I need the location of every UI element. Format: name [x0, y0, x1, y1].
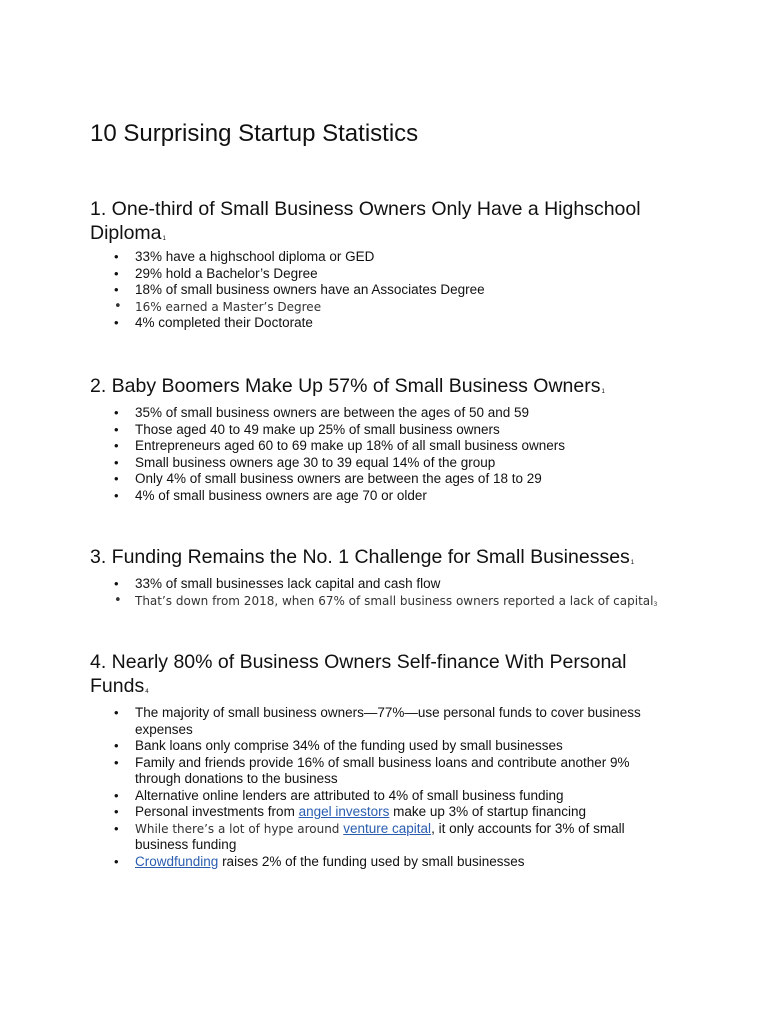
- list-item: • 33% of small businesses lack capital and cash flow: [90, 576, 670, 593]
- list-item: • 16% earned a Master’s Degree: [90, 299, 670, 316]
- list-item: • 18% of small business owners have an Associates Degree: [90, 282, 670, 299]
- angel-investors-link[interactable]: angel investors: [298, 804, 390, 819]
- list-item: • The majority of small business owners—77%—use personal funds to cover business expenses: [90, 705, 670, 738]
- section-4: [90, 650, 670, 870]
- list-item: • Entrepreneurs aged 60 to 69 make up 18% of all small business owners: [90, 438, 670, 455]
- list-item: • Only 4% of small business owners are between the ages of 18 to 29: [90, 471, 670, 488]
- list-item: • Those aged 40 to 49 make up 25% of small business owners: [90, 422, 670, 439]
- bullet-list: [90, 576, 670, 609]
- section-1: [90, 197, 670, 332]
- bullet-list: [90, 705, 670, 870]
- footnote-ref[interactable]: 4: [145, 689, 149, 695]
- document-title: 10 Surprising Startup Statistics: [90, 120, 419, 147]
- footnote-ref[interactable]: 1: [162, 236, 166, 242]
- section-2: [90, 374, 670, 504]
- list-item: • 29% hold a Bachelor’s Degree: [90, 266, 670, 283]
- section-3: [90, 545, 670, 609]
- list-item: • Small business owners age 30 to 39 equal 14% of the group: [90, 455, 670, 472]
- bullet-list: [90, 405, 670, 504]
- list-item: • Crowdfunding raises 2% of the funding used by small businesses: [90, 854, 670, 871]
- footnote-ref[interactable]: 1: [630, 560, 635, 566]
- section-heading: 3. Funding Remains the No. 1 Challenge for Small Businesses$^1$: [90, 546, 635, 568]
- bullet-list: [90, 249, 670, 332]
- footnote-ref[interactable]: 3: [653, 600, 658, 608]
- section-heading: 1. One-third of Small Business Owners Only Have a Highschool Diploma$^1$: [90, 198, 641, 244]
- list-item: • Family and friends provide 16% of small business loans and contribute another 9% through donations to the business: [90, 755, 670, 788]
- list-item: • While there’s a lot of hype around venture capital, it only accounts for 3% of small business funding: [90, 821, 670, 854]
- crowdfunding-link[interactable]: Crowdfunding: [135, 853, 219, 869]
- list-item: • 33% have a highschool diploma or GED: [90, 249, 670, 266]
- list-item: • Personal investments from angel investors make up 3% of startup financing: [90, 804, 670, 821]
- list-item: • 4% of small business owners are age 70 or older: [90, 488, 670, 505]
- list-item: • 4% completed their Doctorate: [90, 315, 670, 332]
- venture-capital-link[interactable]: venture capital: [343, 820, 432, 836]
- list-item: • 35% of small business owners are between the ages of 50 and 59: [90, 405, 670, 422]
- list-item: • Bank loans only comprise 34% of the funding used by small businesses: [90, 738, 670, 755]
- section-heading: 4. Nearly 80% of Business Owners Self-finance With Personal Funds$^4$: [90, 651, 627, 697]
- list-item: • Alternative online lenders are attributed to 4% of small business funding: [90, 788, 670, 805]
- section-heading: 2. Baby Boomers Make Up 57% of Small Business Owners$^1$: [90, 375, 605, 397]
- list-item: • That’s down from 2018, when 67% of small business owners reported a lack of capital$^3$: [90, 593, 670, 610]
- footnote-ref[interactable]: 1: [601, 389, 605, 395]
